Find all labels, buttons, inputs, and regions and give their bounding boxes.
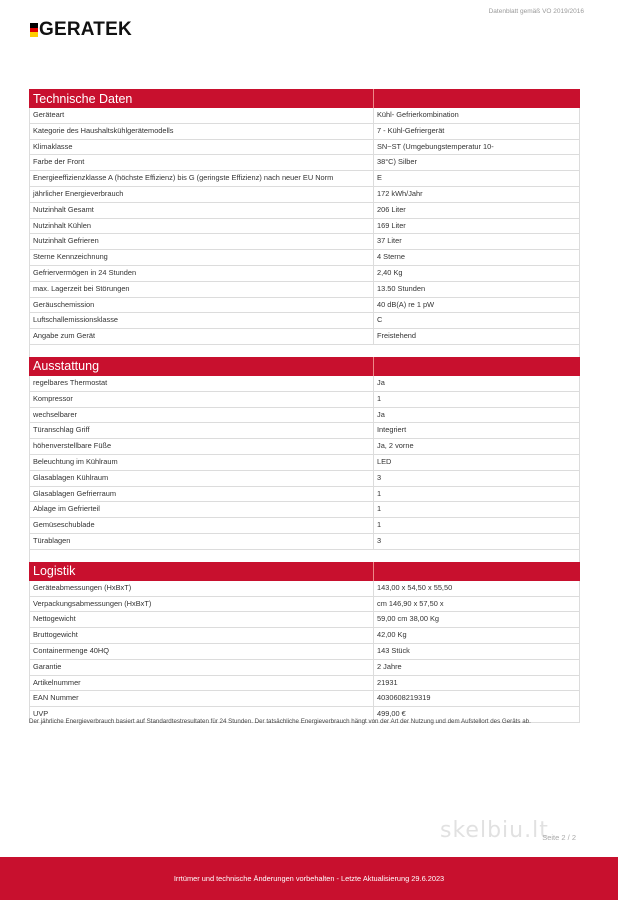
table-row bbox=[29, 392, 580, 408]
section-title: Ausstattung bbox=[30, 357, 374, 376]
footer-text: Irrtümer und technische Änderungen vorbehalten - Letzte Aktualisierung 29.6.2023 bbox=[173, 874, 445, 883]
row-value: 172 kWh/Jahr bbox=[377, 188, 423, 198]
table-row bbox=[29, 219, 580, 235]
row-label: Sterne Kennzeichnung bbox=[30, 250, 374, 265]
row-value: 1 bbox=[377, 520, 382, 530]
row-value: 7 - Kühl-Gefriergerät bbox=[377, 125, 445, 135]
row-value: Kühl- Gefrierkombination bbox=[377, 110, 459, 119]
row-label: Kompressor bbox=[30, 392, 374, 407]
section-header bbox=[29, 357, 580, 376]
row-label: Energieeffizienzklasse A (höchste Effizienz) bis G (geringste Effizienz) nach neuer EU Norm bbox=[30, 171, 374, 186]
table-row bbox=[29, 203, 580, 219]
table-row bbox=[29, 644, 580, 660]
table-row bbox=[29, 376, 580, 392]
table-row bbox=[29, 439, 580, 455]
row-label: Nettogewicht bbox=[30, 612, 374, 627]
table-row bbox=[29, 534, 580, 550]
section-header bbox=[29, 89, 580, 108]
flag-icon bbox=[30, 23, 38, 37]
row-value: 1 bbox=[377, 504, 382, 514]
table-row bbox=[29, 455, 580, 471]
table-row bbox=[29, 187, 580, 203]
logo-text: GERATEK bbox=[39, 19, 132, 40]
table-row bbox=[29, 329, 580, 345]
row-label: Nutzinhalt Gesamt bbox=[30, 203, 374, 218]
row-label: Ablage im Gefrierteil bbox=[30, 502, 374, 517]
row-label: Türablagen bbox=[30, 534, 374, 549]
table-row bbox=[29, 581, 580, 597]
table-row bbox=[29, 140, 580, 156]
row-value: 169 Liter bbox=[377, 220, 406, 230]
table-row bbox=[29, 628, 580, 644]
row-label: Türanschlag Griff bbox=[30, 423, 374, 438]
section-gap bbox=[29, 550, 580, 562]
row-label: Beleuchtung im Kühlraum bbox=[30, 455, 374, 470]
row-label: Verpackungsabmessungen (HxBxT) bbox=[30, 597, 374, 612]
row-value: 21931 bbox=[377, 677, 398, 687]
row-label: Bruttogewicht bbox=[30, 628, 374, 643]
table-row bbox=[29, 471, 580, 487]
row-label: Luftschallemissionsklasse bbox=[30, 313, 374, 328]
row-value: Freistehend bbox=[377, 331, 417, 341]
row-value: Ja bbox=[377, 409, 385, 419]
row-label: Glasablagen Kühlraum bbox=[30, 471, 374, 486]
table-row bbox=[29, 660, 580, 676]
table-row bbox=[29, 691, 580, 707]
footer-bar bbox=[0, 857, 618, 900]
row-value: E bbox=[377, 173, 382, 183]
datasheet-table bbox=[29, 89, 580, 723]
row-label: Geräteabmessungen (HxBxT) bbox=[30, 581, 374, 596]
row-label: höhenverstellbare Füße bbox=[30, 439, 374, 454]
section-title: Technische Daten bbox=[30, 89, 374, 108]
row-value: 4030608219319 bbox=[377, 693, 431, 703]
row-value: 3 bbox=[377, 472, 382, 482]
row-label: Nutzinhalt Kühlen bbox=[30, 219, 374, 234]
table-row bbox=[29, 487, 580, 503]
section-header bbox=[29, 562, 580, 581]
row-value: 1 bbox=[377, 488, 382, 498]
section-gap bbox=[29, 345, 580, 357]
row-value: 42,00 Kg bbox=[377, 630, 407, 640]
table-row bbox=[29, 313, 580, 329]
row-value: LED bbox=[377, 456, 392, 466]
table-row bbox=[29, 108, 580, 124]
row-label: Artikelnummer bbox=[30, 676, 374, 691]
row-value: 143 Stück bbox=[377, 645, 410, 655]
table-row bbox=[29, 676, 580, 692]
row-value: Ja, 2 vorne bbox=[377, 441, 414, 451]
row-value: SN~ST (Umgebungstemperatur 10- bbox=[377, 141, 494, 151]
table-row bbox=[29, 423, 580, 439]
row-label: EAN Nummer bbox=[30, 691, 374, 706]
watermark: skelbiu.lt bbox=[440, 818, 549, 843]
row-label: Containermenge 40HQ bbox=[30, 644, 374, 659]
row-value: 4 Sterne bbox=[377, 252, 405, 262]
table-row bbox=[29, 518, 580, 534]
row-value: 40 dB(A) re 1 pW bbox=[377, 299, 435, 309]
table-row bbox=[29, 171, 580, 187]
row-label: Gefriervermögen in 24 Stunden bbox=[30, 266, 374, 281]
row-label: max. Lagerzeit bei Störungen bbox=[30, 282, 374, 297]
row-value: 2 Jahre bbox=[377, 661, 402, 671]
footnote: Der jährliche Energieverbrauch basiert auf Standardtestresultaten für 24 Stunden. Der tatsächliche Energieverbrauch hängt von der Art der Nutzung und dem Aufstellort des Geräts ab. bbox=[29, 718, 531, 725]
row-label: jährlicher Energieverbrauch bbox=[30, 187, 374, 202]
row-value: 2,40 Kg bbox=[377, 267, 403, 277]
table-row bbox=[29, 502, 580, 518]
row-value: 13.50 Stunden bbox=[377, 283, 426, 293]
table-row bbox=[29, 155, 580, 171]
row-value: cm 146,90 x 57,50 x bbox=[377, 598, 444, 608]
row-label: Geräuschemission bbox=[30, 298, 374, 313]
row-value: 37 Liter bbox=[377, 236, 402, 246]
table-row bbox=[29, 298, 580, 314]
table-row bbox=[29, 282, 580, 298]
row-value: 143,00 x 54,50 x 55,50 bbox=[377, 582, 453, 592]
row-label: Kategorie des Haushaltskühlgerätemodells bbox=[30, 124, 374, 139]
row-label: UVP bbox=[30, 707, 374, 722]
row-label: Angabe zum Gerät bbox=[30, 329, 374, 344]
table-row bbox=[29, 266, 580, 282]
row-label: Glasablagen Gefrierraum bbox=[30, 487, 374, 502]
row-label: Farbe der Front bbox=[30, 155, 374, 170]
flag-stripe-gold bbox=[30, 32, 38, 37]
table-row bbox=[29, 597, 580, 613]
row-label: Nutzinhalt Gefrieren bbox=[30, 234, 374, 249]
row-value: C bbox=[377, 315, 383, 325]
table-row bbox=[29, 234, 580, 250]
logo bbox=[30, 18, 132, 42]
table-row bbox=[29, 250, 580, 266]
row-label: regelbares Thermostat bbox=[30, 376, 374, 391]
table-row bbox=[29, 612, 580, 628]
section-title: Logistik bbox=[30, 562, 374, 581]
row-value: 59,00 cm 38,00 Kg bbox=[377, 614, 440, 624]
row-value: Integriert bbox=[377, 425, 407, 435]
row-value: Ja bbox=[377, 377, 385, 387]
row-label: Gemüseschublade bbox=[30, 518, 374, 533]
table-row bbox=[29, 124, 580, 140]
row-value: 206 Liter bbox=[377, 204, 406, 214]
row-label: Garantie bbox=[30, 660, 374, 675]
row-value: 1 bbox=[377, 393, 382, 403]
row-value: 499,00 € bbox=[377, 709, 406, 719]
row-label: wechselbarer bbox=[30, 408, 374, 423]
table-row bbox=[29, 408, 580, 424]
row-label: Geräteart bbox=[30, 108, 374, 123]
row-value: 3 bbox=[377, 535, 382, 545]
top-note: Datenblatt gemäß VO 2019/2016 bbox=[488, 8, 584, 15]
row-value: 38°C) Silber bbox=[377, 157, 417, 167]
row-label: Klimaklasse bbox=[30, 140, 374, 155]
page-number: Seite 2 / 2 bbox=[542, 833, 576, 842]
